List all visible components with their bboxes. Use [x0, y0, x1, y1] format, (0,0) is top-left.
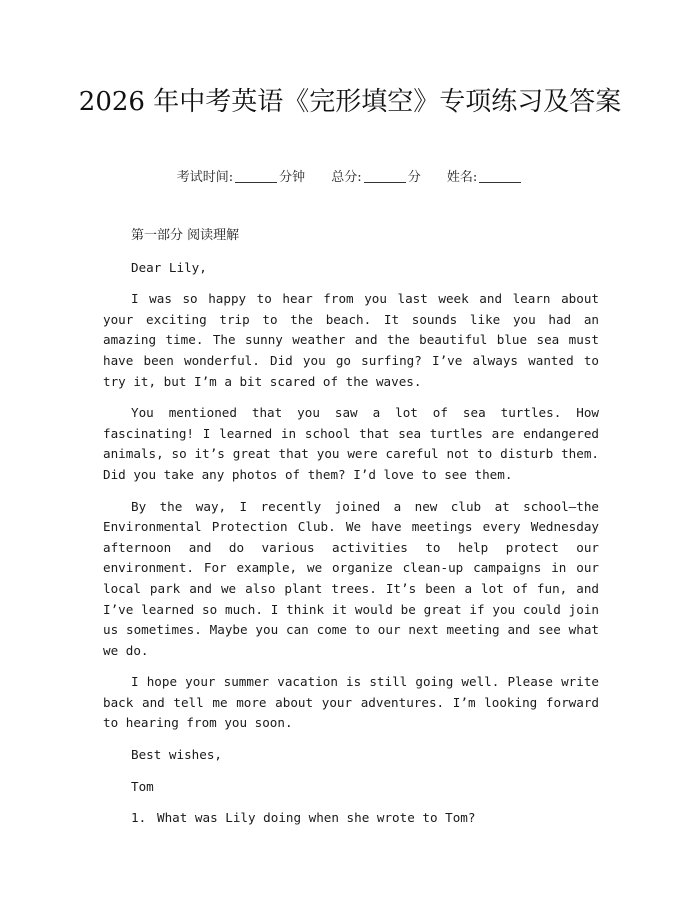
- letter-paragraph: You mentioned that you saw a lot of sea turtles. How fascinating! I learned in school that sea turtles are endangered animals, so it’s great that you were careful not to disturb them. Did you take any photos of them? I’d love to see them.: [103, 405, 599, 482]
- total-score-unit: 分: [407, 170, 421, 185]
- document-title: 2026 年中考英语《完形填空》专项练习及答案: [78, 87, 622, 117]
- student-name-label: 姓名:: [446, 170, 478, 185]
- total-score-field: [331, 168, 420, 188]
- question-text: What was Lily doing when she wrote to Tom?: [157, 810, 476, 826]
- question-number: 1.: [131, 810, 147, 826]
- document-body: [103, 226, 599, 840]
- total-score-blank: [364, 169, 406, 183]
- letter-closing: Best wishes,: [131, 747, 222, 763]
- exam-time-field: [177, 168, 305, 188]
- letter-paragraph: I was so happy to hear from you last week and learn about your exciting trip to the beach. It sounds like you had an amazing time. The sunny weather and the beautiful blue sea must have been wonderful. Did you go surfing? I’ve always wanted to try it, but I’m a bit scared of the waves.: [103, 291, 599, 389]
- exam-time-blank: [235, 169, 277, 183]
- student-name-blank: [479, 169, 521, 183]
- exam-time-label: 考试时间:: [176, 170, 234, 185]
- total-score-label: 总分:: [331, 170, 362, 185]
- student-name-field: [447, 168, 523, 188]
- exam-time-unit: 分钟: [279, 170, 306, 185]
- letter-greeting: Dear Lily,: [131, 259, 207, 275]
- letter-paragraph: I hope your summer vacation is still going well. Please write back and tell me more about your adventures. I’m looking forward to hearing from you soon.: [103, 674, 599, 731]
- letter-paragraph: By the way, I recently joined a new club at school—the Environmental Protection Club. We have meetings every Wednesday afternoon and do various activities to help protect our environment. For example, we organize clean-up campaigns in our local park and we also plant trees. It’s been a lot of fun, and I’ve learned so much. I think it would be great if you could join us sometimes. Maybe you can come to our next meeting and see what we do.: [103, 498, 599, 658]
- letter-signature: Tom: [131, 778, 154, 794]
- question-item: [103, 808, 599, 829]
- exam-info-line: [0, 168, 700, 188]
- section-heading: 第一部分 阅读理解: [131, 228, 240, 243]
